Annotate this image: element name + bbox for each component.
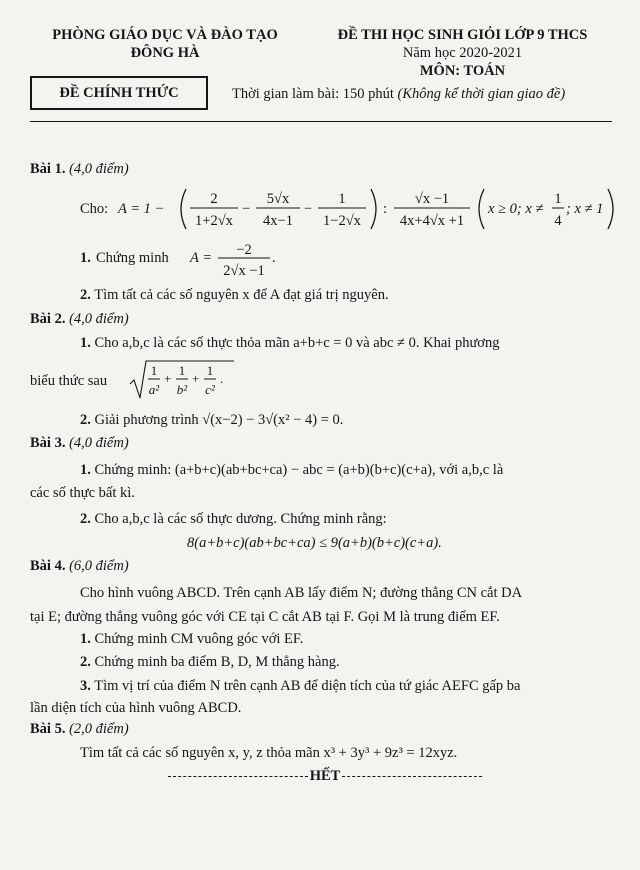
frac2-denominator: 4x−1	[263, 213, 293, 229]
cond-frac-numerator: 1	[554, 191, 562, 207]
problem-4-question-1	[80, 630, 303, 648]
time-note: (Không kể thời gian giao đề)	[397, 86, 566, 102]
colon-divide: :	[383, 201, 388, 217]
p1-q2-number: 2.	[80, 287, 91, 303]
svg-text:1: 1	[178, 363, 186, 378]
cond-part-a: x ≥ 0; x ≠	[488, 201, 544, 217]
problem-4-heading	[30, 557, 129, 575]
minus-2: −	[304, 201, 313, 217]
p2-q1-text: Cho a,b,c là các số thực thỏa mãn a+b+c = 0 và abc ≠ 0. Khai phương	[94, 335, 500, 351]
exam-header	[300, 26, 625, 80]
frac3-denominator: 1−2√x	[323, 213, 361, 229]
svg-text:1: 1	[206, 363, 214, 378]
problem-3-heading	[30, 434, 129, 452]
end-dash-left	[168, 776, 308, 777]
problem-5-title: Bài 5.	[30, 721, 66, 737]
problem-1-question-2	[80, 286, 389, 304]
end-dash-right	[342, 776, 482, 777]
time-label: Thời gian làm bài: 150 phút	[232, 86, 394, 102]
p1-q1-frac-denominator: 2√x −1	[223, 263, 265, 279]
p1-q2-text: Tìm tất cả các số nguyên x để A đạt giá trị nguyên.	[94, 287, 389, 303]
p2-q2-text: Giải phương trình √(x−2) − 3√(x² − 4) = 0.	[94, 412, 344, 428]
problem-2-points: (4,0 điểm)	[69, 311, 129, 327]
problem-4-question-2	[80, 653, 340, 671]
svg-text:a²: a²	[148, 382, 160, 397]
header-divider	[30, 121, 612, 122]
school-year: Năm học 2020-2021	[402, 45, 523, 61]
p1-q1-text: Chứng minh	[96, 250, 169, 266]
frac1-numerator: 2	[210, 191, 218, 207]
p4-q1-number: 1.	[80, 631, 91, 647]
p3-q1-text-line2: các số thực bất kì.	[30, 485, 135, 501]
problem-2-question-2	[80, 411, 343, 429]
problem-3-question-1	[80, 461, 503, 479]
cond-left-paren	[479, 189, 484, 229]
svg-text:c²: c²	[205, 382, 215, 397]
p4-intro-line2: tại E; đường thẳng vuông góc với CE tại C cắt AB tại F. Gọi M là trung điểm EF.	[30, 609, 500, 625]
problem-1-question-1	[80, 240, 320, 280]
p3-q2-number: 2.	[80, 511, 91, 527]
svg-text:+: +	[192, 371, 200, 386]
problem-5-heading	[30, 720, 129, 738]
svg-text:+: +	[164, 371, 172, 386]
p4-q2-number: 2.	[80, 654, 91, 670]
problem-1-title: Bài 1.	[30, 161, 66, 177]
official-badge: ĐỀ CHÍNH THỨC	[30, 76, 208, 110]
time-limit	[232, 86, 565, 103]
p3-q2-inequality: 8(a+b+c)(ab+bc+ca) ≤ 9(a+b)(b+c)(c+a).	[187, 535, 442, 551]
problem-1-points: (4,0 điểm)	[69, 161, 129, 177]
problem-4-points: (6,0 điểm)	[69, 558, 129, 574]
p2-sqrt-expression	[128, 358, 238, 402]
p5-text: Tìm tất cả các số nguyên x, y, z thỏa mãn x³ + 3y³ + 9z³ = 12xyz.	[80, 745, 458, 761]
department-header	[30, 26, 300, 62]
end-word: HẾT	[309, 768, 341, 784]
problem-3-question-2	[80, 510, 387, 528]
problem-2-heading	[30, 310, 129, 328]
p4-q1-text: Chứng minh CM vuông góc với EF.	[94, 631, 304, 647]
p3-q2-text: Cho a,b,c là các số thực dương. Chứng minh rằng:	[94, 511, 387, 527]
given-label: Cho:	[80, 201, 109, 217]
frac2-numerator: 5√x	[266, 191, 290, 207]
problem-1-heading	[30, 160, 129, 178]
problem-3-points: (4,0 điểm)	[69, 435, 129, 451]
department-name: PHÒNG GIÁO DỤC VÀ ĐÀO TẠO	[52, 27, 278, 43]
frac1-denominator: 1+2√x	[195, 213, 233, 229]
cond-part-b: ; x ≠ 1	[566, 201, 604, 217]
p3-q1-text: Chứng minh: (a+b+c)(ab+bc+ca) − abc = (a+b)(b+c)(c+a), với a,b,c là	[94, 462, 504, 478]
department-city: ĐÔNG HÀ	[130, 45, 200, 61]
end-marker	[150, 768, 500, 785]
p4-q3-number: 3.	[80, 678, 91, 694]
problem-2-question-1	[80, 334, 499, 352]
p1-q1-number: 1.	[80, 250, 91, 266]
p1-q1-frac-numerator: −2	[236, 242, 252, 258]
subject: MÔN: TOÁN	[419, 63, 506, 79]
problem-2-title: Bài 2.	[30, 311, 66, 327]
p3-q1-number: 1.	[80, 462, 91, 478]
problem-3-title: Bài 3.	[30, 435, 66, 451]
problem-1-formula	[80, 183, 620, 235]
right-paren	[371, 189, 376, 229]
p4-q2-text: Chứng minh ba điểm B, D, M thẳng hàng.	[94, 654, 340, 670]
exam-title: ĐỀ THI HỌC SINH GIỎI LỚP 9 THCS	[337, 27, 588, 43]
formula-a-prefix: A = 1 −	[118, 201, 165, 217]
p1-q1-lhs: A =	[190, 250, 213, 266]
p4-intro-line1: Cho hình vuông ABCD. Trên cạnh AB lấy điểm N; đường thẳng CN cắt DA	[80, 585, 523, 601]
p1-q1-period: .	[272, 250, 276, 266]
p2-q2-number: 2.	[80, 412, 91, 428]
problem-4-title: Bài 4.	[30, 558, 66, 574]
minus-1: −	[242, 201, 251, 217]
frac4-numerator: √x −1	[414, 191, 450, 207]
left-paren	[181, 189, 186, 229]
cond-frac-denominator: 4	[554, 213, 562, 229]
frac3-numerator: 1	[338, 191, 346, 207]
problem-4-question-3	[80, 677, 521, 695]
p4-q3-text-line2: lần diện tích của hình vuông ABCD.	[30, 700, 242, 716]
p4-q3-text: Tìm vị trí của điểm N trên cạnh AB để diện tích của tứ giác AEFC gấp ba	[94, 678, 521, 694]
svg-text:.: .	[220, 371, 224, 386]
cond-right-paren	[608, 189, 613, 229]
svg-text:b²: b²	[176, 382, 188, 397]
svg-text:1: 1	[150, 363, 158, 378]
problem-5-points: (2,0 điểm)	[69, 721, 129, 737]
p2-q1-number: 1.	[80, 335, 91, 351]
frac4-denominator: 4x+4√x +1	[399, 213, 465, 229]
p2-q1-text-line2: biểu thức sau	[30, 373, 108, 389]
